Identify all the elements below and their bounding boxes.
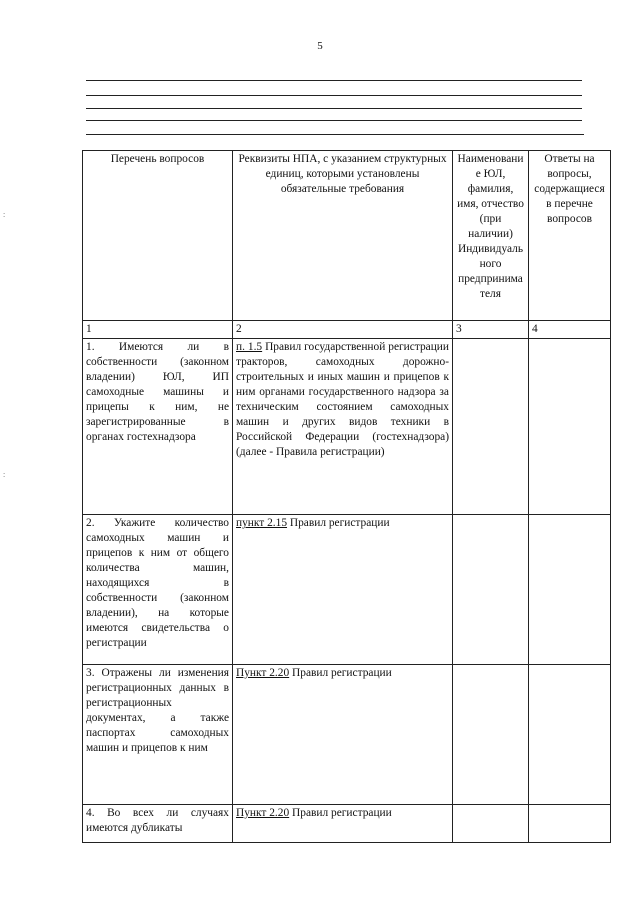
npa-reference-text: Правил регистрации <box>289 667 392 680</box>
table-row <box>83 339 611 515</box>
entity-name-cell[interactable] <box>453 515 529 665</box>
header-npa-requisites: Реквизиты НПА, с указанием структурных единиц, которыми установлены обязательные требования <box>233 151 453 321</box>
entity-name-cell[interactable] <box>453 339 529 515</box>
column-number: 4 <box>529 321 611 339</box>
npa-reference-text: Правил регистрации <box>289 807 392 820</box>
answer-cell[interactable] <box>529 339 611 515</box>
column-number-row <box>83 321 611 339</box>
column-number: 2 <box>233 321 453 339</box>
answer-cell[interactable] <box>529 665 611 805</box>
npa-reference-link: п. 1.5 <box>236 341 263 354</box>
npa-reference-text: Правил регистрации <box>287 517 390 530</box>
npa-reference-cell <box>233 515 453 665</box>
column-number: 1 <box>83 321 233 339</box>
entity-name-cell[interactable] <box>453 805 529 843</box>
header-entity-name: Наименование ЮЛ, фамилия, имя, отчество (при наличии) Индивидуального предпринимателя <box>453 151 529 321</box>
header-questions: Перечень вопросов <box>83 151 233 321</box>
question-cell: 2. Укажите количество самоходных машин и прицепов к ним от общего количества машин, находящихся в собственности (законном владении), на которые имеются свидетельства о регистрации <box>83 515 233 665</box>
entity-name-cell[interactable] <box>453 665 529 805</box>
npa-reference-cell <box>233 339 453 515</box>
blank-line <box>86 134 584 135</box>
scan-edge-mark: : <box>3 210 6 219</box>
question-cell: 3. Отражены ли изменения регистрационных данных в регистрационных документах, а также паспортах самоходных машин и прицепов к ним <box>83 665 233 805</box>
question-cell: 1. Имеются ли в собственности (законном владении) ЮЛ, ИП самоходные машины и прицепы к ним, не зарегистрированные в органах гостехнадзора <box>83 339 233 515</box>
table-header-row <box>83 151 611 321</box>
table-row <box>83 515 611 665</box>
npa-reference-text: Правил государственной регистрации тракторов, самоходных дорожно-строительных и иных машин и прицепов к ним органами государственного надзора за техническим состоянием самоходных машин и других видов техники в Российской Федерации (гостехнадзора) (далее - Правила регистрации) <box>236 341 449 459</box>
answer-cell[interactable] <box>529 805 611 843</box>
npa-reference-link: пункт 2.15 <box>236 517 288 530</box>
npa-reference-link: Пункт 2.20 <box>236 667 290 680</box>
blank-line <box>86 80 582 81</box>
npa-reference-cell <box>233 665 453 805</box>
table-row <box>83 805 611 843</box>
blank-line <box>86 120 582 121</box>
blank-line <box>86 108 582 109</box>
npa-reference-link: Пункт 2.20 <box>236 807 290 820</box>
page-number: 5 <box>317 40 323 52</box>
answer-cell[interactable] <box>529 515 611 665</box>
scan-edge-mark: : <box>3 470 6 479</box>
table-row <box>83 665 611 805</box>
questions-table <box>82 150 611 843</box>
npa-reference-cell <box>233 805 453 843</box>
column-number: 3 <box>453 321 529 339</box>
blank-line <box>86 95 582 96</box>
header-answers: Ответы на вопросы, содержащиеся в перечне вопросов <box>529 151 611 321</box>
question-cell: 4. Во всех ли случаях имеются дубликаты <box>83 805 233 843</box>
